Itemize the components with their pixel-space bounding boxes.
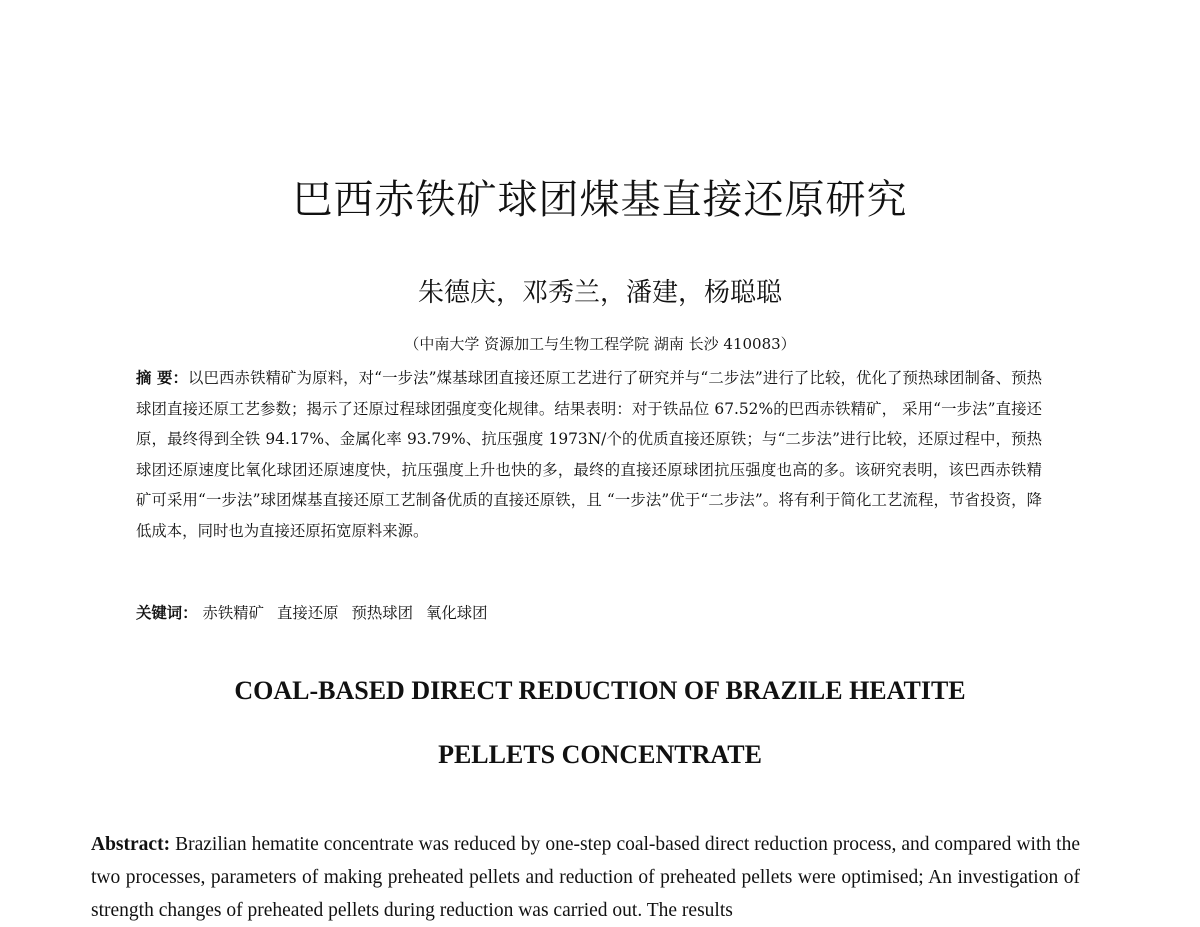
chinese-abstract-label: 摘 要： (136, 369, 189, 387)
keyword-item: 预热球团 (351, 604, 414, 622)
keyword-item: 氧化球团 (425, 604, 488, 622)
keyword-item: 直接还原 (276, 604, 339, 622)
keywords-label: 关键词： (136, 604, 198, 622)
keyword-item: 赤铁精矿 (202, 604, 265, 622)
english-abstract (91, 828, 1080, 927)
keywords (136, 601, 1042, 625)
author-list: 朱德庆，邓秀兰，潘建，杨聪聪 (417, 278, 782, 308)
affiliation: （中南大学 资源加工与生物工程学院 湖南 长沙 410083） (404, 335, 796, 353)
chinese-title: 巴西赤铁矿球团煤基直接还原研究 (292, 177, 908, 223)
english-title-line-1: COAL-BASED DIRECT REDUCTION OF BRAZILE HEATITE (234, 676, 966, 705)
english-abstract-text: Brazilian hematite concentrate was reduced by one-step coal-based direct reduction process, and compared with the two processes, parameters of making preheated pellets and reduction of preheated pellets were optimised; An investigation of strength changes of preheated pellets during reduction was carried out. The results (91, 834, 1080, 921)
english-title-line-2: PELLETS CONCENTRATE (438, 740, 762, 769)
chinese-abstract (136, 363, 1042, 546)
chinese-abstract-text: 以巴西赤铁精矿为原料，对“一步法”煤基球团直接还原工艺进行了研究并与“二步法”进行了比较，优化了预热球团制备、预热球团直接还原工艺参数；揭示了还原过程球团强度变化规律。结果表明：对于铁品位 67.52%的巴西赤铁精矿， 采用“一步法”直接还原，最终得到全铁 94.17%、金属化率 93.79%、抗压强度 1973N/个的优质直接还原铁；与“二步法”进行比较，还原过程中，预热球团还原速度比氧化球团还原速度快，抗压强度上升也快的多，最终的直接还原球团抗压强度也高的多。该研究表明，该巴西赤铁精矿可采用“一步法”球团煤基直接还原工艺制备优质的直接还原铁，且 “一步法”优于“二步法”。将有利于简化工艺流程，节省投资，降低成本，同时也为直接还原拓宽原料来源。 (136, 369, 1042, 540)
english-abstract-label: Abstract: (91, 834, 171, 855)
